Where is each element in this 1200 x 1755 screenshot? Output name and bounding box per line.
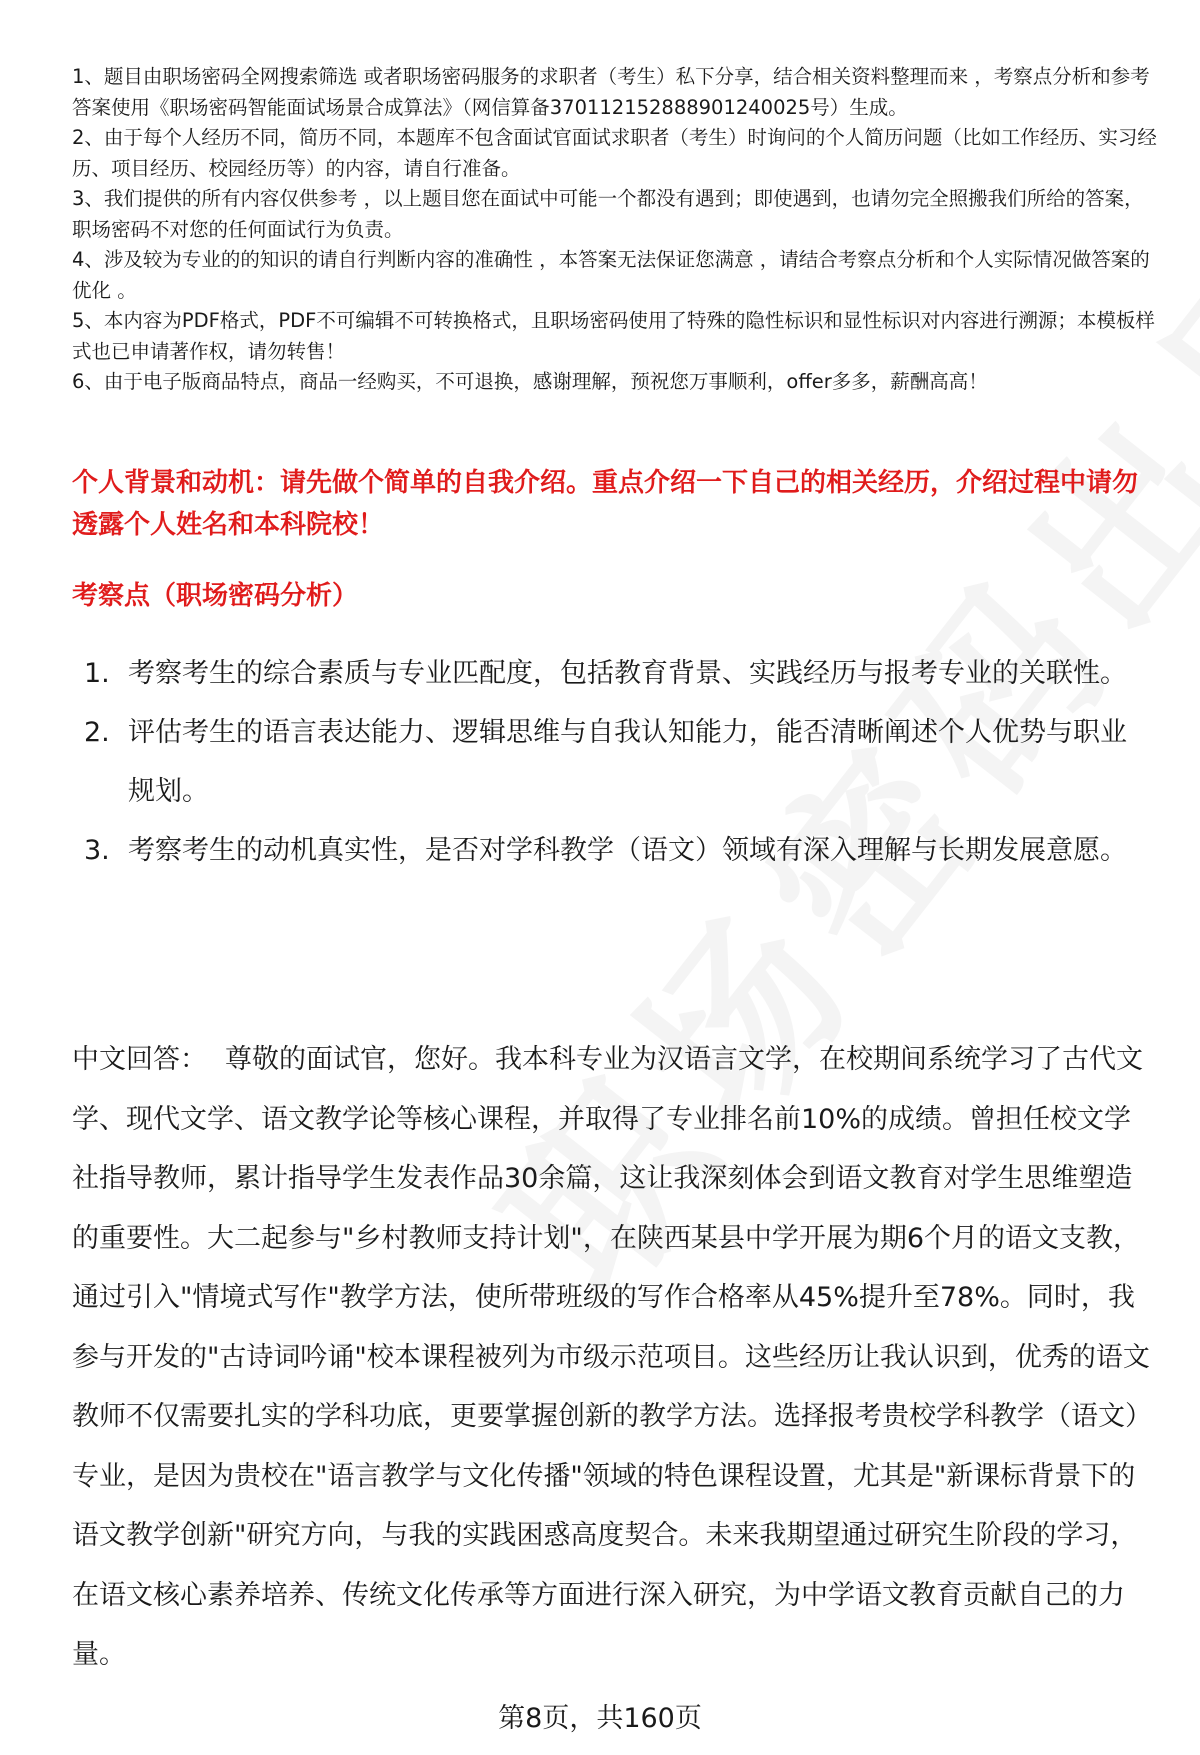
disclaimer-item: 5、本内容为PDF格式，PDF不可编辑不可转换格式，且职场密码使用了特殊的隐性标识和显性标识对内容进行溯源；本模板样式也已申请著作权，请勿转售！ [72,309,1155,363]
answer-label: 中文回答： [72,1044,207,1075]
analysis-point [72,703,1152,821]
answer-text: 尊敬的面试官，您好。我本科专业为汉语言文学，在校期间系统学习了古代文学、现代文学、语文教学论等核心课程，并取得了专业排名前10%的成绩。曾担任校文学社指导教师，累计指导学生发表作品30余篇，这让我深刻体会到语文教育对学生思维塑造的重要性。大二起参与"乡村教师支持计划"，在陕西某县中学开展为期6个月的语文支教，通过引入"情境式写作"教学方法，使所带班级的写作合格率从45%提升至78%。同时，我参与开发的"古诗词吟诵"校本课程被列为市级示范项目。这些经历让我认识到，优秀的语文教师不仅需要扎实的学科功底，更要掌握创新的教学方法。选择报考贵校学科教学（语文）专业，是因为贵校在"语言教学与文化传播"领域的特色课程设置，尤其是"新课标背景下的语文教学创新"研究方向，与我的实践困惑高度契合。未来我期望通过研究生阶段的学习，在语文核心素养培养、传统文化传承等方面进行深入研究，为中学语文教育贡献自己的力量。 [72,1044,1152,1670]
point-number: 1. [84,658,110,689]
disclaimer-item: 2、由于每个人经历不同，简历不同，本题库不包含面试官面试求职者（考生）时询问的个人简历问题（比如工作经历、实习经历、项目经历、校园经历等）的内容，请自行准备。 [72,126,1157,180]
point-text: 考察考生的动机真实性，是否对学科教学（语文）领域有深入理解与长期发展意愿。 [128,835,1127,866]
question-heading: 个人背景和动机：请先做个简单的自我介绍。重点介绍一下自己的相关经历，介绍过程中请勿透露个人姓名和本科院校！ [72,468,1139,540]
disclaimer-item: 1、题目由职场密码全网搜索筛选 或者职场密码服务的求职者（考生）私下分享，结合相关资料整理而来 ，考察点分析和参考答案使用《职场密码智能面试场景合成算法》（网信算备370112152888901240025号）生成。 [72,65,1150,119]
point-text: 评估考生的语言表达能力、逻辑思维与自我认知能力，能否清晰阐述个人优势与职业规划。 [128,717,1127,807]
point-text: 考察考生的综合素质与专业匹配度，包括教育背景、实践经历与报考专业的关联性。 [128,658,1127,689]
disclaimer-item: 6、由于电子版商品特点，商品一经购买，不可退换，感谢理解，预祝您万事顺利，offer多多，薪酬高高！ [72,370,988,393]
disclaimer-block [72,62,1162,398]
point-number: 3. [84,835,110,866]
analysis-points-list [72,644,1152,880]
point-number: 2. [84,717,110,748]
analysis-point [72,821,1152,880]
disclaimer-item: 4、涉及较为专业的的知识的请自行判断内容的准确性 ，本答案无法保证您满意 ，请结合考察点分析和个人实际情况做答案的优化 。 [72,248,1150,302]
analysis-section-title: 考察点（职场密码分析） [72,581,359,611]
answer-paragraph [72,1030,1157,1685]
analysis-point [72,644,1152,703]
page-number: 第8页，共160页 [498,1703,702,1734]
disclaimer-item: 3、我们提供的所有内容仅供参考 ，以上题目您在面试中可能一个都没有遇到；即使遇到，也请勿完全照搬我们所给的答案，职场密码不对您的任何面试行为负责。 [72,187,1144,241]
